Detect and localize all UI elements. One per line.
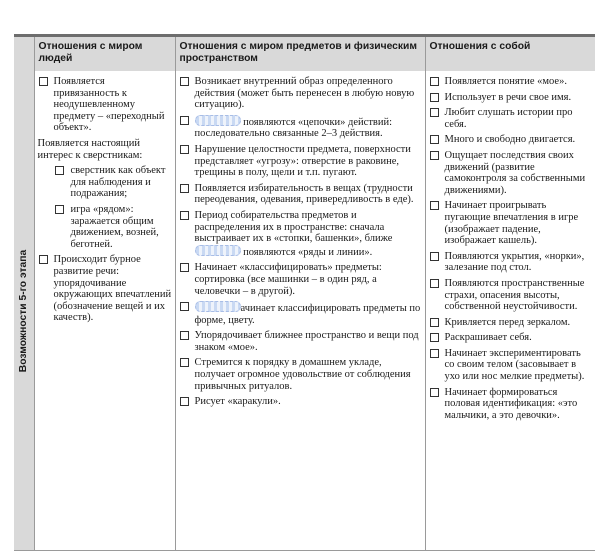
checkbox-icon[interactable] [55, 205, 64, 214]
list-item: Появляется привязанность к неодушевленному предмету – «переходный объект». [38, 76, 172, 134]
header-self: Отношения с собой [425, 36, 595, 72]
scribble-icon [195, 245, 241, 256]
stage-row [14, 71, 595, 551]
list-item: Появляется избирательность в вещах (трудности переодевания, одевания, привередливость в еде). [179, 183, 422, 206]
checkbox-icon[interactable] [39, 255, 48, 264]
scribble-icon [195, 115, 241, 126]
checkbox-icon[interactable] [430, 108, 439, 117]
list-item: Возникает внутренний образ определенного действия (может быть перенесен в любую новую ситуацию). [179, 76, 422, 111]
scribble-icon [195, 301, 241, 312]
list-subitem: игра «рядом»: заражается общим движением, возней, беготней. [38, 204, 172, 250]
stage-label: Возможности 5-го этапа [17, 249, 29, 372]
checkbox-icon[interactable] [430, 201, 439, 210]
list-item: Происходит бурное развитие речи: упорядочивание окружающих впечатлений (обозначение вещей и их качеств). [38, 254, 172, 324]
objects-column [175, 71, 425, 551]
checkbox-icon[interactable] [39, 77, 48, 86]
list-item: Начинает проигрывать пугающие впечатления в игре (изображает падение, изображает кашель). [429, 200, 593, 246]
list-item: Период собирательства предметов и распределения их в пространстве: сначала выстраивает их в «стопки, башенки», ближе появляются «ряды и линии». [179, 210, 422, 258]
checkbox-icon[interactable] [180, 116, 189, 125]
list-item: появляются «цепочки» действий: последовательно связанные 2–3 действия. [179, 115, 422, 140]
list-item: Раскрашивает себя. [429, 332, 593, 344]
checkbox-icon[interactable] [430, 77, 439, 86]
list-item: Любит слушать истории про себя. [429, 107, 593, 130]
development-table [14, 34, 595, 551]
self-column [425, 71, 595, 551]
people-column [34, 71, 175, 551]
list-item: Появляются укрытия, «норки», залезание под стол. [429, 251, 593, 274]
checkbox-icon[interactable] [430, 279, 439, 288]
checkbox-icon[interactable] [180, 302, 189, 311]
checkbox-icon[interactable] [180, 211, 189, 220]
stage-cell [14, 71, 34, 551]
checkbox-icon[interactable] [55, 166, 64, 175]
list-item: Начинает формироваться половая идентификация: «это мальчики, а это девочки». [429, 387, 593, 422]
list-item: Начинает экспериментировать со своим телом (засовывает в ухо или нос мелкие предметы). [429, 348, 593, 383]
list-item: Появляется понятие «мое». [429, 76, 593, 88]
list-item: Стремится к порядку в домашнем укладе, получает огромное удовольствие от соблюдения привычных ритуалов. [179, 357, 422, 392]
checkbox-icon[interactable] [180, 397, 189, 406]
list-item: Ощущает последствия своих движений (развитие самоконтроля за собственными движениями). [429, 150, 593, 196]
checkbox-icon[interactable] [180, 77, 189, 86]
checkbox-icon[interactable] [180, 331, 189, 340]
header-objects: Отношения с миром предметов и физическим пространством [175, 36, 425, 72]
header-row [14, 36, 595, 72]
checkbox-icon[interactable] [430, 349, 439, 358]
corner-cell [14, 36, 34, 72]
checkbox-icon[interactable] [180, 145, 189, 154]
checkbox-icon[interactable] [430, 93, 439, 102]
checkbox-icon[interactable] [430, 388, 439, 397]
checkbox-icon[interactable] [430, 318, 439, 327]
list-item: Упорядочивает ближнее пространство и вещи под знаком «мое». [179, 330, 422, 353]
list-item: Рисует «каракули». [179, 396, 422, 408]
list-item: Использует в речи свое имя. [429, 92, 593, 104]
list-item: Появляются пространственные страхи, опасения высоты, собственной неустойчивости. [429, 278, 593, 313]
list-intro: Появляется настоящий интерес к сверстникам: [37, 137, 143, 161]
list-item: Кривляется перед зеркалом. [429, 317, 593, 329]
checkbox-icon[interactable] [180, 358, 189, 367]
header-people: Отношения с миром людей [34, 36, 175, 72]
checkbox-icon[interactable] [430, 252, 439, 261]
checkbox-icon[interactable] [430, 333, 439, 342]
list-item: Нарушение целостности предмета, поверхности представляет «угрозу»: отверстие в раковине, трещины в полу, щели и т.п. пугают. [179, 144, 422, 179]
checkbox-icon[interactable] [430, 135, 439, 144]
list-item: Много и свободно двигается. [429, 134, 593, 146]
list-item: Начинает «классифицировать» предметы: сортировка (все машинки – в один ряд, а человечки – в другой). [179, 262, 422, 297]
checkbox-icon[interactable] [430, 151, 439, 160]
list-subitem: сверстник как объект для наблюдения и подражания; [38, 165, 172, 200]
list-item: ачинает классифицировать предметы по форме, цвету. [179, 301, 422, 326]
checkbox-icon[interactable] [180, 263, 189, 272]
checkbox-icon[interactable] [180, 184, 189, 193]
